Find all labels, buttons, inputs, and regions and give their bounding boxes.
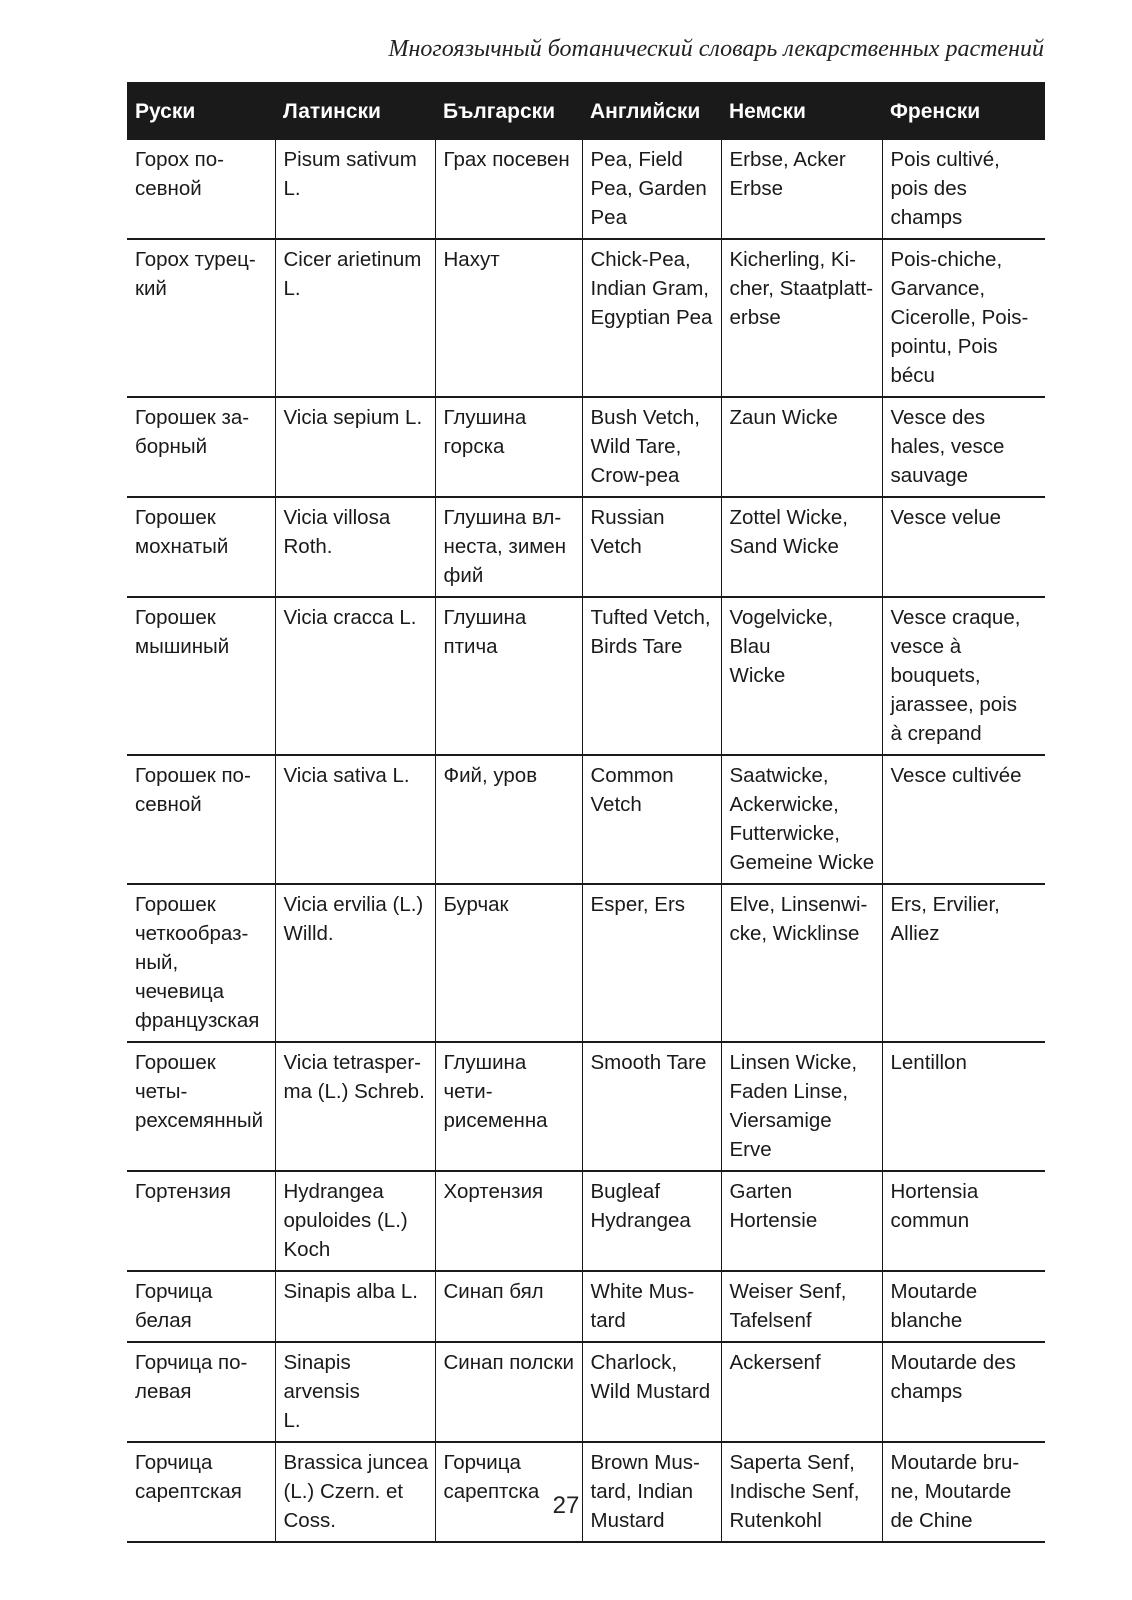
- column-latin-cell: Hydrangea opuloides (L.) Koch: [275, 1171, 435, 1271]
- table-row: [127, 755, 1045, 884]
- column-russian-cell: Горчица белая: [127, 1271, 275, 1342]
- column-english-cell: Brown Mus- tard, Indian Mustard: [582, 1442, 721, 1542]
- table-row: [127, 140, 1045, 239]
- column-french-cell: Pois cultivé, pois des champs: [882, 140, 1045, 239]
- column-french-cell: Vesce cultivée: [882, 755, 1045, 884]
- column-latin-cell: Sinapis alba L.: [275, 1271, 435, 1342]
- column-russian-cell: Горчица сарептская: [127, 1442, 275, 1542]
- column-russian-header: Руски: [127, 82, 275, 140]
- column-latin-cell: Vicia sativa L.: [275, 755, 435, 884]
- column-russian-cell: Горох турец- кий: [127, 239, 275, 397]
- running-title: Многоязычный ботанический словарь лекарственных растений: [388, 36, 1044, 62]
- column-german-cell: Linsen Wicke, Faden Linse, Viersamige Erve: [721, 1042, 882, 1171]
- column-french-cell: Moutarde des champs: [882, 1342, 1045, 1442]
- column-french-cell: Moutarde blanche: [882, 1271, 1045, 1342]
- column-bulgarian-cell: Фий, уров: [435, 755, 582, 884]
- column-english-cell: Bugleaf Hydrangea: [582, 1171, 721, 1271]
- column-latin-cell: Vicia ervilia (L.) Willd.: [275, 884, 435, 1042]
- column-english-cell: Pea, Field Pea, Garden Pea: [582, 140, 721, 239]
- page-number: 27: [552, 1492, 580, 1519]
- table-row: [127, 397, 1045, 497]
- column-russian-cell: Горошек мышиный: [127, 597, 275, 755]
- column-german-cell: Weiser Senf, Tafelsenf: [721, 1271, 882, 1342]
- column-english-header: Английски: [582, 82, 721, 140]
- column-russian-cell: Гортензия: [127, 1171, 275, 1271]
- table-body: [127, 140, 1045, 1542]
- column-bulgarian-cell: Нахут: [435, 239, 582, 397]
- column-french-cell: Lentillon: [882, 1042, 1045, 1171]
- table-row: [127, 884, 1045, 1042]
- column-bulgarian-cell: Бурчак: [435, 884, 582, 1042]
- column-bulgarian-cell: Хортензия: [435, 1171, 582, 1271]
- column-english-cell: White Mus- tard: [582, 1271, 721, 1342]
- column-french-header: Френски: [882, 82, 1045, 140]
- column-german-cell: Garten Hortensie: [721, 1171, 882, 1271]
- column-latin-cell: Pisum sativum L.: [275, 140, 435, 239]
- column-french-cell: Vesce craque, vesce à bouquets, jarassee, pois à crepand: [882, 597, 1045, 755]
- column-bulgarian-cell: Грах посевен: [435, 140, 582, 239]
- column-bulgarian-cell: Горчица сарептска: [435, 1442, 582, 1542]
- column-french-cell: Ers, Ervilier, Alliez: [882, 884, 1045, 1042]
- column-latin-cell: Vicia cracca L.: [275, 597, 435, 755]
- column-french-cell: Moutarde bru- ne, Moutarde de Chine: [882, 1442, 1045, 1542]
- column-english-cell: Tufted Vetch, Birds Tare: [582, 597, 721, 755]
- column-english-cell: Charlock, Wild Mustard: [582, 1342, 721, 1442]
- column-french-cell: Vesce velue: [882, 497, 1045, 597]
- column-bulgarian-cell: Глушина вл- неста, зимен фий: [435, 497, 582, 597]
- table-row: [127, 1342, 1045, 1442]
- column-russian-cell: Горошек четы- рехсемянный: [127, 1042, 275, 1171]
- column-bulgarian-cell: Глушина птича: [435, 597, 582, 755]
- column-english-cell: Chick-Pea, Indian Gram, Egyptian Pea: [582, 239, 721, 397]
- column-german-cell: Zottel Wicke, Sand Wicke: [721, 497, 882, 597]
- column-german-cell: Kicherling, Ki- cher, Staatplatt- erbse: [721, 239, 882, 397]
- column-german-cell: Zaun Wicke: [721, 397, 882, 497]
- column-french-cell: Hortensia commun: [882, 1171, 1045, 1271]
- table-header: [127, 82, 1045, 140]
- column-german-cell: Erbse, Acker Erbse: [721, 140, 882, 239]
- column-latin-cell: Brassica juncea (L.) Czern. et Coss.: [275, 1442, 435, 1542]
- column-latin-cell: Sinapis arvensis L.: [275, 1342, 435, 1442]
- column-english-cell: Bush Vetch, Wild Tare, Crow-pea: [582, 397, 721, 497]
- column-bulgarian-cell: Глушина горска: [435, 397, 582, 497]
- column-german-cell: Saatwicke, Ackerwicke, Futterwicke, Gemeine Wicke: [721, 755, 882, 884]
- table-row: [127, 1271, 1045, 1342]
- column-latin-cell: Cicer arietinum L.: [275, 239, 435, 397]
- column-bulgarian-cell: Синап бял: [435, 1271, 582, 1342]
- column-french-cell: Vesce des hales, vesce sauvage: [882, 397, 1045, 497]
- column-english-cell: Common Vetch: [582, 755, 721, 884]
- table-row: [127, 239, 1045, 397]
- header-row: [127, 82, 1045, 140]
- column-russian-cell: Горошек по- севной: [127, 755, 275, 884]
- table-row: [127, 597, 1045, 755]
- column-english-cell: Esper, Ers: [582, 884, 721, 1042]
- column-latin-cell: Vicia sepium L.: [275, 397, 435, 497]
- column-german-header: Немски: [721, 82, 882, 140]
- column-german-cell: Ackersenf: [721, 1342, 882, 1442]
- column-bulgarian-header: Български: [435, 82, 582, 140]
- column-german-cell: Saperta Senf, Indische Senf, Rutenkohl: [721, 1442, 882, 1542]
- column-russian-cell: Горошек четкообраз- ный, чечевица французская: [127, 884, 275, 1042]
- column-russian-cell: Горошек за- борный: [127, 397, 275, 497]
- column-bulgarian-cell: Глушина чети- рисеменна: [435, 1042, 582, 1171]
- table-row: [127, 497, 1045, 597]
- column-latin-cell: Vicia tetrasper- ma (L.) Schreb.: [275, 1042, 435, 1171]
- column-russian-cell: Горох по- севной: [127, 140, 275, 239]
- column-german-cell: Vogelvicke, Blau Wicke: [721, 597, 882, 755]
- column-russian-cell: Горчица по- левая: [127, 1342, 275, 1442]
- column-latin-cell: Vicia villosa Roth.: [275, 497, 435, 597]
- column-english-cell: Russian Vetch: [582, 497, 721, 597]
- column-latin-header: Латински: [275, 82, 435, 140]
- column-french-cell: Pois-chiche, Garvance, Cicerolle, Pois- pointu, Pois bécu: [882, 239, 1045, 397]
- column-english-cell: Smooth Tare: [582, 1042, 721, 1171]
- table-row: [127, 1042, 1045, 1171]
- column-german-cell: Elve, Linsenwi- cke, Wicklinse: [721, 884, 882, 1042]
- table-row: [127, 1171, 1045, 1271]
- botanical-dictionary-table: [127, 82, 1045, 1543]
- column-russian-cell: Горошек мохнатый: [127, 497, 275, 597]
- column-bulgarian-cell: Синап полски: [435, 1342, 582, 1442]
